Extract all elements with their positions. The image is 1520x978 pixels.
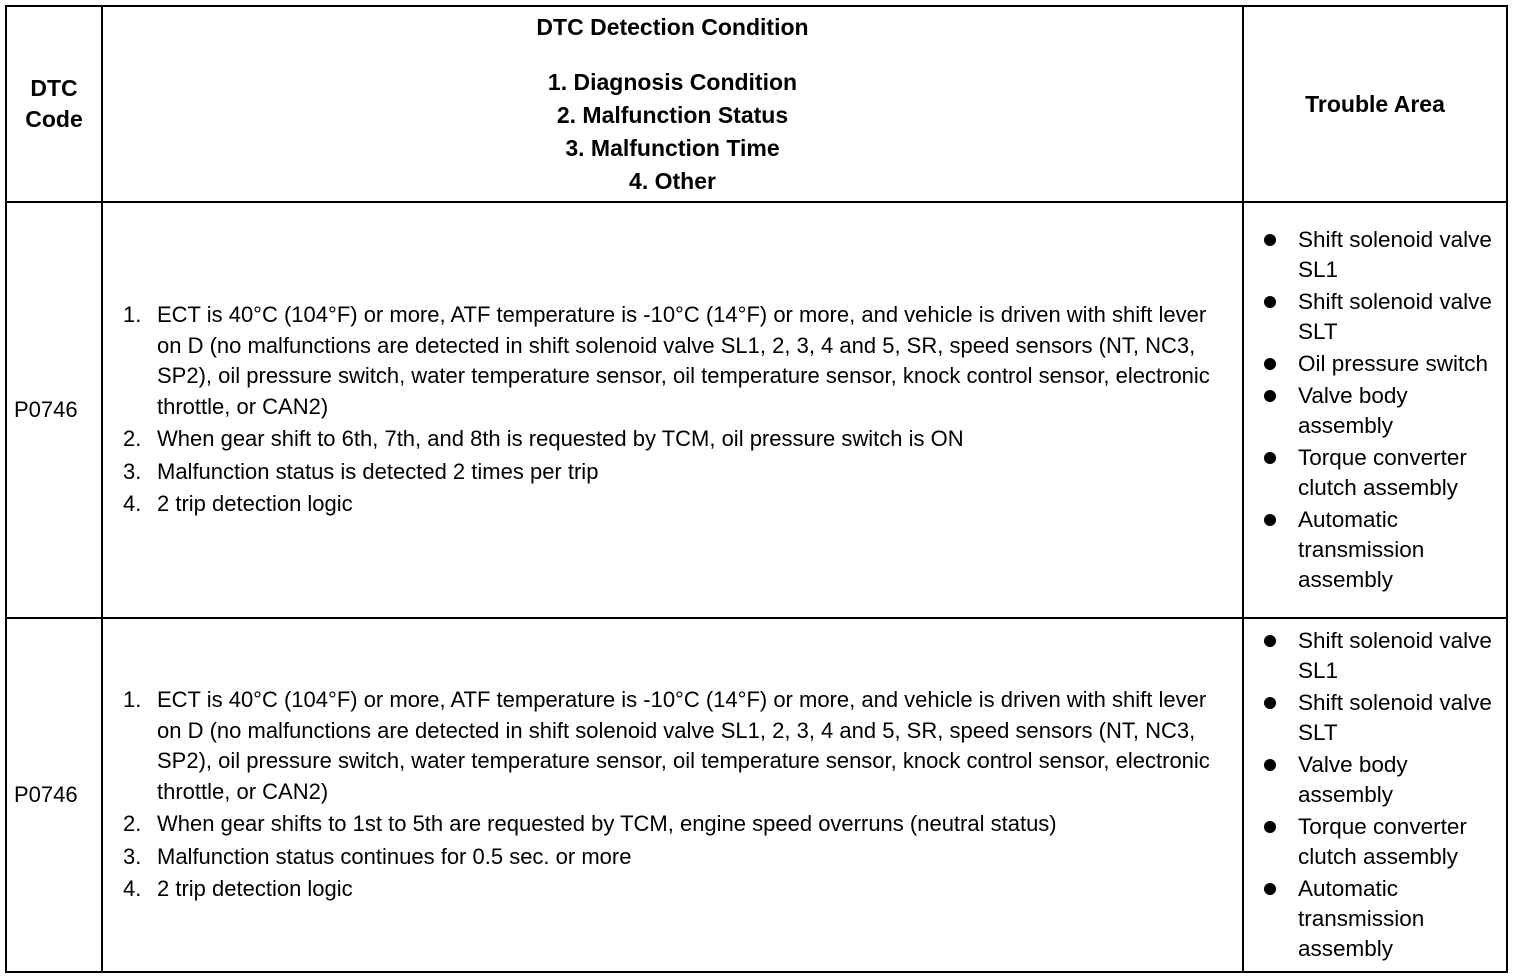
condition-number: 2. <box>123 426 142 452</box>
table-row <box>6 202 1507 618</box>
trouble-area-item <box>1264 812 1506 872</box>
dtc-code-cell: P0746 <box>6 202 102 618</box>
trouble-area-text: Shift solenoid valve SL1 <box>1298 628 1492 683</box>
trouble-area-item <box>1264 874 1506 964</box>
condition-text: Malfunction status is detected 2 times per trip <box>157 458 599 484</box>
bullet-icon <box>1264 697 1276 709</box>
bullet-icon <box>1264 883 1276 895</box>
condition-item <box>123 424 1222 455</box>
trouble-area-item <box>1264 443 1506 503</box>
bullet-icon <box>1264 514 1276 526</box>
condition-cell <box>102 618 1243 972</box>
condition-number: 1. <box>123 302 142 328</box>
trouble-area-cell <box>1243 618 1507 972</box>
trouble-area-item <box>1264 505 1506 595</box>
trouble-area-item <box>1264 381 1506 441</box>
bullet-icon <box>1264 635 1276 647</box>
condition-number: 1. <box>123 687 142 713</box>
bullet-icon <box>1264 759 1276 771</box>
header-condition-item: 2. Malfunction Status <box>556 101 789 128</box>
condition-item <box>123 489 1222 520</box>
trouble-area-text: Torque converter clutch assembly <box>1298 445 1467 500</box>
header-condition-list <box>103 66 1242 198</box>
condition-number: 3. <box>123 458 142 484</box>
bullet-icon <box>1264 296 1276 308</box>
condition-item <box>123 842 1222 873</box>
header-condition-item: 3. Malfunction Time <box>565 134 780 161</box>
header-condition-item: 1. Diagnosis Condition <box>547 68 798 95</box>
header-dtc-code-line2: Code <box>25 106 83 132</box>
condition-text: ECT is 40°C (104°F) or more, ATF temperature is -10°C (14°F) or more, and vehicle is driven with shift lever on D (no malfunctions are detected in shift solenoid valve SL1, 2, 3, 4 and 5, SR, speed sensors (NT, NC3, SP2), oil pressure switch, water temperature sensor, oil temperature sensor, knock control sensor, electronic throttle, or CAN2) <box>157 687 1210 804</box>
header-detection-condition-title: DTC Detection Condition <box>536 13 809 40</box>
header-detection-condition <box>102 6 1243 202</box>
condition-text: 2 trip detection logic <box>157 876 353 902</box>
trouble-area-text: Automatic transmission assembly <box>1298 876 1425 961</box>
trouble-area-text: Shift solenoid valve SLT <box>1298 690 1492 745</box>
header-condition-item: 4. Other <box>629 167 716 194</box>
condition-item <box>123 685 1222 807</box>
trouble-area-text: Torque converter clutch assembly <box>1298 814 1467 869</box>
condition-number: 4. <box>123 876 142 902</box>
condition-item <box>123 300 1222 422</box>
trouble-area-item <box>1264 225 1506 285</box>
condition-list <box>103 300 1242 520</box>
condition-number: 4. <box>123 491 142 517</box>
header-dtc-code-line1: DTC <box>30 75 78 101</box>
bullet-icon <box>1264 390 1276 402</box>
trouble-area-cell <box>1243 202 1507 618</box>
header-dtc-code <box>6 6 102 202</box>
table-row <box>6 618 1507 972</box>
header-trouble-area: Trouble Area <box>1243 6 1507 202</box>
condition-text: When gear shifts to 1st to 5th are requested by TCM, engine speed overruns (neutral status) <box>157 811 1057 837</box>
condition-number: 2. <box>123 811 142 837</box>
bullet-icon <box>1264 821 1276 833</box>
trouble-area-item <box>1264 688 1506 748</box>
condition-item <box>123 809 1222 840</box>
condition-text: ECT is 40°C (104°F) or more, ATF temperature is -10°C (14°F) or more, and vehicle is driven with shift lever on D (no malfunctions are detected in shift solenoid valve SL1, 2, 3, 4 and 5, SR, speed sensors (NT, NC3, SP2), oil pressure switch, water temperature sensor, oil temperature sensor, knock control sensor, electronic throttle, or CAN2) <box>157 302 1210 419</box>
dtc-table <box>5 5 1508 973</box>
header-row <box>6 6 1507 202</box>
condition-item <box>123 457 1222 488</box>
trouble-area-text: Shift solenoid valve SLT <box>1298 289 1492 344</box>
condition-item <box>123 874 1222 905</box>
bullet-icon <box>1264 358 1276 370</box>
trouble-area-item <box>1264 287 1506 347</box>
trouble-area-list <box>1244 626 1506 964</box>
bullet-icon <box>1264 452 1276 464</box>
condition-list <box>103 685 1242 905</box>
trouble-area-text: Valve body assembly <box>1298 752 1408 807</box>
trouble-area-text: Shift solenoid valve SL1 <box>1298 227 1492 282</box>
trouble-area-item <box>1264 626 1506 686</box>
condition-cell <box>102 202 1243 618</box>
trouble-area-text: Automatic transmission assembly <box>1298 507 1425 592</box>
trouble-area-item <box>1264 750 1506 810</box>
dtc-code-cell: P0746 <box>6 618 102 972</box>
trouble-area-item <box>1264 349 1506 379</box>
condition-text: 2 trip detection logic <box>157 491 353 517</box>
trouble-area-text: Valve body assembly <box>1298 383 1408 438</box>
condition-number: 3. <box>123 843 142 869</box>
trouble-area-text: Oil pressure switch <box>1298 351 1489 376</box>
trouble-area-list <box>1244 225 1506 595</box>
condition-text: When gear shift to 6th, 7th, and 8th is requested by TCM, oil pressure switch is ON <box>157 426 964 452</box>
condition-text: Malfunction status continues for 0.5 sec. or more <box>157 843 632 869</box>
bullet-icon <box>1264 234 1276 246</box>
